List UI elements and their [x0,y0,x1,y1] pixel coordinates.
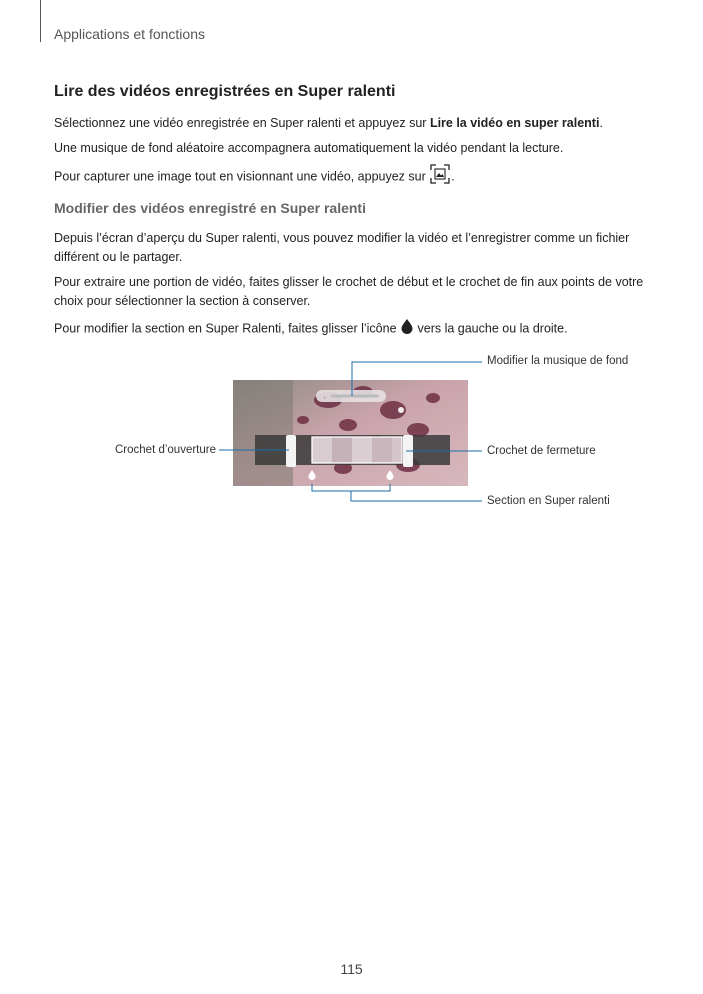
page-header: Applications et fonctions [54,26,205,42]
paragraph-text: Pour modifier la section en Super Ralenti, faites glisser l’icône [54,321,401,336]
paragraph-text: . [451,169,455,184]
paragraph-text: Sélectionnez une vidéo enregistrée en Super ralenti et appuyez sur [54,116,430,130]
bold-option-label: Lire la vidéo en super ralenti [429,116,600,130]
paragraph-play-music: Une musique de fond aléatoire accompagnera automatiquement la vidéo pendant la lecture. [54,141,564,155]
paragraph-edit-extract: Pour extraire une portion de vidéo, faites glisser le crochet de début et le crochet de fin aux points de votre choix pour sélectionner la section à conserver. [54,275,644,308]
callout-close-bracket: Crochet de fermeture [487,445,596,457]
section-title-play: Lire des vidéos enregistrées en Super ralenti [54,83,396,100]
svg-text:♪: ♪ [323,395,326,401]
paragraph-text: . [599,116,603,130]
page-number: 115 [340,961,363,977]
callout-open-bracket: Crochet d’ouverture [115,444,216,456]
callout-slowmo-section: Section en Super ralenti [487,495,610,507]
callout-music: Modifier la musique de fond [487,355,629,367]
paragraph-edit-intro: Depuis l’écran d’aperçu du Super ralenti, vous pouvez modifier la vidéo et l’enregistrer comme un fichier différent ou le partager. [54,231,630,264]
section-title-edit: Modifier des vidéos enregistré en Super ralenti [54,200,366,216]
paragraph-text: vers la gauche ou la droite. [414,321,568,336]
paragraph-text: Pour capturer une image tout en visionnant une vidéo, appuyez sur [54,169,430,184]
